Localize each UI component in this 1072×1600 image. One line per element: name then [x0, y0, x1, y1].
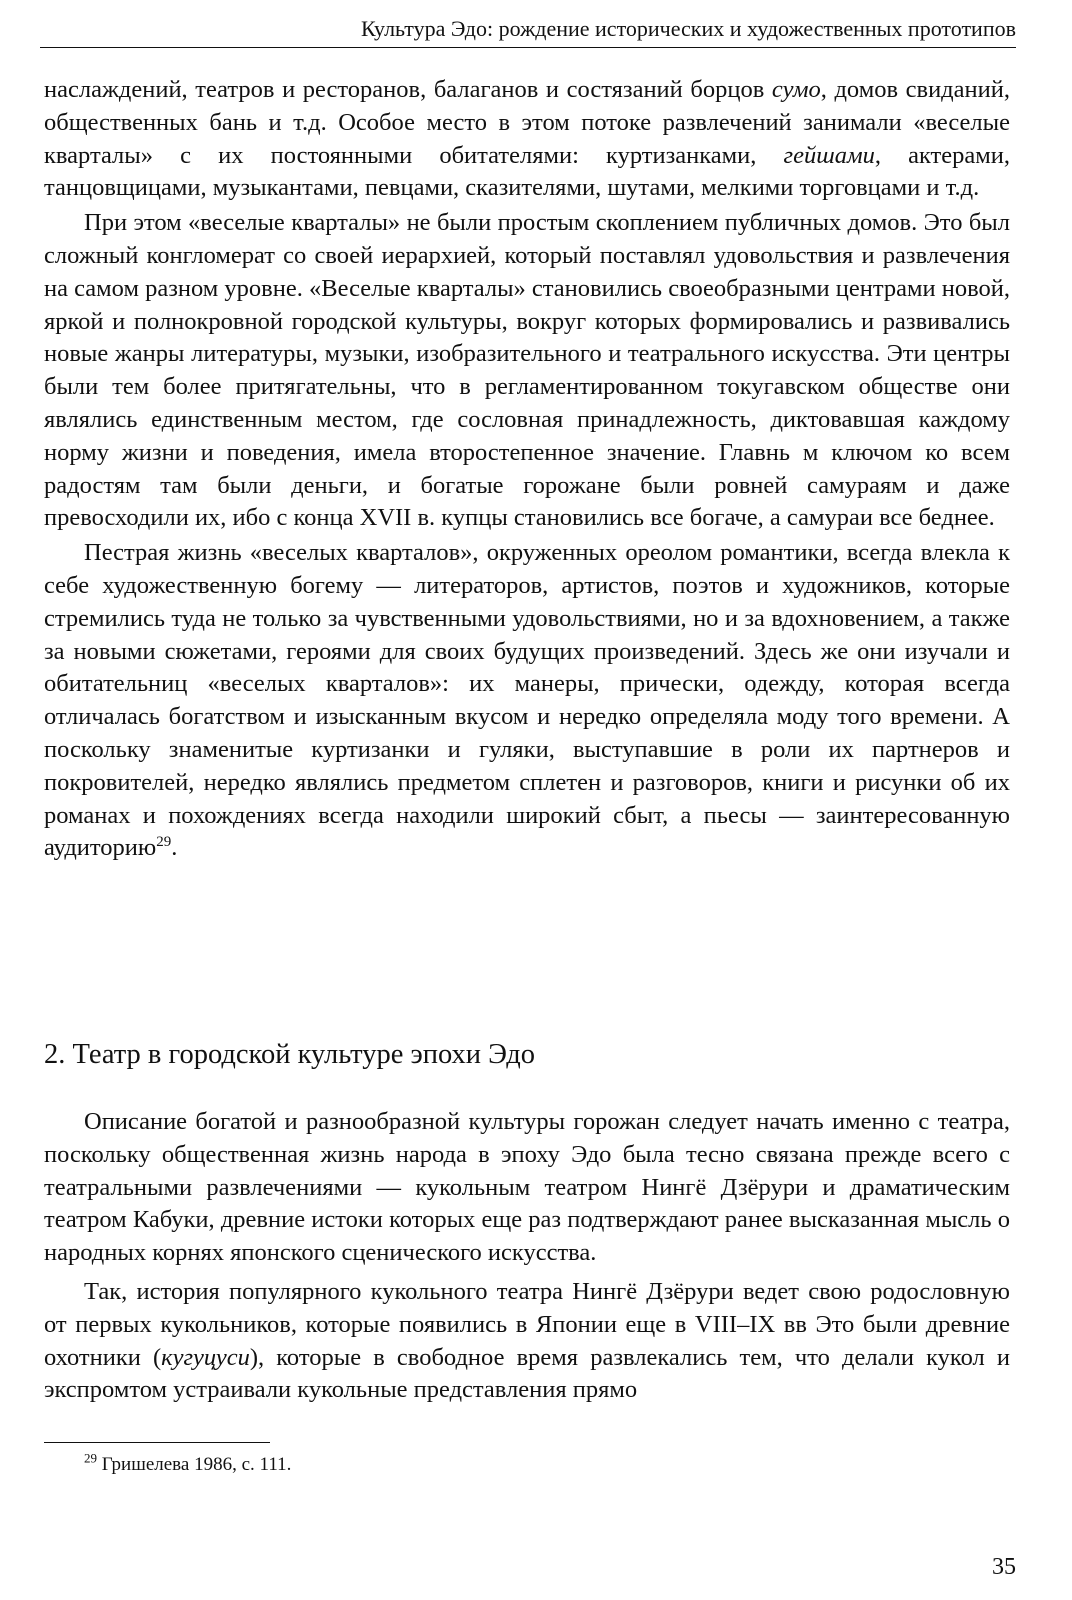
paragraph	[44, 1276, 1010, 1407]
paragraph	[44, 537, 1010, 865]
header-rule	[40, 47, 1016, 48]
italic-term: гейшами	[783, 141, 875, 169]
italic-term: сумо	[771, 76, 821, 103]
text-run: Пестрая жизнь «веселых кварталов», окруженных ореолом романтики, всегда влекла к себе художественную богему — литераторов, артистов, поэтов и художников, которые стремились туда не только за чувственными удовольствиями, но и за вдохновением, а также за новыми сюжетами, героями для своих будущих произведений. Здесь же они изучали и обитательниц «веселых кварталов»: их манеры, прически, одежду, которая всегда отличалась богатством и изысканным вкусом и нередко определяла моду того времени. А поскольку знаменитые куртизанки и гуляки, выступавшие в роли их партнеров и покровителей, нередко являлись предметом сплетен и разговоров, книги и рисунки об их романах и похождениях всегда находили широкий сбыт, а пьесы — заинтересованную аудиторию	[44, 539, 1010, 862]
body-text	[44, 74, 1010, 865]
text-run: Так, история популярного кукольного театра Нингё Дзёрури ведет свою родословную от первых кукольников, которые появились в Японии еще в VIII–IX вв Это были древние охотники (	[44, 1277, 1010, 1371]
footnote-text: Гришелева 1986, с. 111.	[101, 1454, 292, 1475]
text-run: наслаждений, театров и ресторанов, балаганов и состязаний борцов	[44, 76, 772, 103]
paragraph: Описание богатой и разнообразной культуры горожан следует начать именно с театра, поскольку общественная жизнь народа в эпоху Эдо была тесно связана прежде всего с театральными развлечениями — кукольным театром Нингё Дзёрури и драматическим театром Кабуки, древние истоки которых еще раз подтверждают ранее высказанная мысль о народных корнях японского сценического искусства.	[44, 1108, 1010, 1267]
section-body-text	[44, 1106, 1010, 1407]
paragraph-continued	[44, 74, 1010, 205]
footnote-rule	[44, 1442, 270, 1443]
section-heading: 2. Театр в городской культуре эпохи Эдо	[44, 1039, 536, 1070]
page-number: 35	[992, 1554, 1016, 1580]
text-run: , домов свиданий, общественных бань и т.д. Особое место в этом потоке развлечений занимали «веселые кварталы» с их постоянными обитателями: куртизанками,	[44, 76, 1010, 169]
italic-term: кугуцуси	[161, 1343, 250, 1371]
running-header: Культура Эдо: рождение исторических и художественных прототипов	[361, 16, 1016, 41]
footnote-number: 29	[84, 1450, 97, 1466]
footnote-reference[interactable]: 29	[156, 834, 172, 851]
text-run: .	[171, 834, 178, 862]
text-run: , актерами, танцовщицами, музыкантами, певцами, сказителями, шутами, мелкими торговцами и т.д.	[44, 141, 1010, 202]
text-run: ), которые в свободное время развлекались тем, что делали кукол и экспромтом устраивали кукольные представления прямо	[44, 1343, 1010, 1404]
footnote	[84, 1452, 984, 1478]
paragraph: При этом «веселые кварталы» не были простым скоплением публичных домов. Это был сложный конгломерат со своей иерархией, который поставлял удовольствия и развлечения на самом разном уровне. «Веселые кварталы» становились своеобразными центрами новой, яркой и полнокровной городской культуры, вокруг которых формировались и развивались новые жанры литературы, музыки, изобразительного и театрального искусства. Эти центры были тем более притягательны, что в регламентированном токугавском обществе они являлись единственным местом, где сословная принадлежность, диктовавшая каждому норму жизни и поведения, имела второстепенное значение. Главнь м ключом ко всем радостям там были деньги, и богатые горожане были ровней самураям и даже превосходили их, ибо с конца XVII в. купцы становились все богаче, а самураи все беднее.	[44, 209, 1010, 532]
